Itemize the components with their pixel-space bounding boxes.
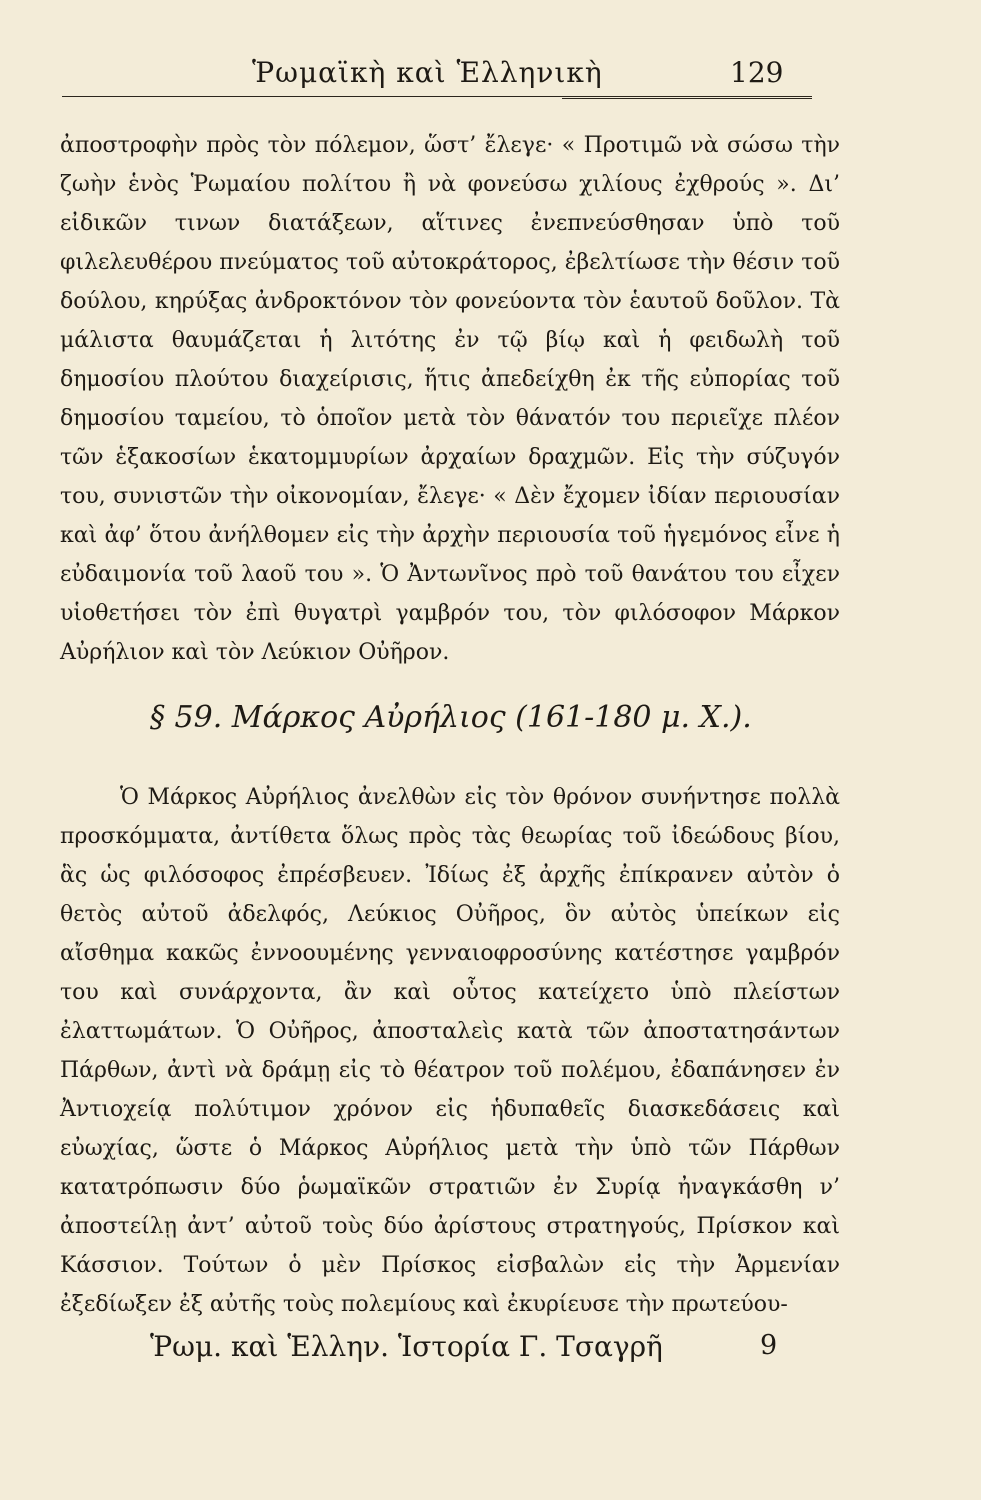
footer-sheet-number: 9 xyxy=(760,1330,778,1361)
header-rule xyxy=(62,96,812,97)
page-number: 129 xyxy=(730,56,784,89)
running-title: Ῥωμαϊκὴ καὶ Ἑλληνικὴ xyxy=(252,56,603,89)
running-head xyxy=(62,52,812,102)
paragraph-2: Ὁ Μάρκος Αὐρήλιος ἀνελθὼν εἰς τὸν θρόνον συνήντησε πολλὰ προσκόμματα, ἀντίθετα ὅλως πρὸς τὰς θεωρίας τοῦ ἰδεώδους βίου, ἃς ὡς φιλόσοφος ἐπρέσβευεν. Ἰδίως ἐξ ἀρχῆς ἐπίκρανεν αὐτὸν ὁ θετὸς αὐτοῦ ἀδελφός, Λεύκιος Οὐῆρος, ὃν αὐτὸς ὑπείκων εἰς αἴσθημα κακῶς ἐννοουμένης γενναιοφροσύνης κατέστησε γαμβρόν του καὶ συνάρχοντα, ἂν καὶ οὗτος κατείχετο ὑπὸ πλείστων ἐλαττωμάτων. Ὁ Οὐῆρος, ἀποσταλεὶς κατὰ τῶν ἀποστατησάντων Πάρθων, ἀντὶ νὰ δράμῃ εἰς τὸ θέατρον τοῦ πολέμου, ἐδαπάνησεν ἐν Ἀντιοχείᾳ πολύτιμον χρόνον εἰς ἡδυπαθεῖς διασκεδάσεις καὶ εὐωχίας, ὥστε ὁ Μάρκος Αὐρήλιος μετὰ τὴν ὑπὸ τῶν Πάρθων κατατρόπωσιν δύο ῥωμαϊκῶν στρατιῶν ἐν Συρίᾳ ἠναγκάσθη ν’ ἀποστείλῃ ἀντ’ αὐτοῦ τοὺς δύο ἀρίστους στρατηγούς, Πρίσκον καὶ Κάσσιον. Τούτων ὁ μὲν Πρίσκος εἰσβαλὼν εἰς τὴν Ἀρμενίαν ἐξεδίωξεν ἐξ αὐτῆς τοὺς πολεμίους καὶ ἐκυρίευσε τὴν πρωτεύου- xyxy=(60,785,840,1317)
footer xyxy=(150,1330,810,1363)
section-heading: § 59. Μάρκος Αὐρήλιος (161-180 μ. Χ.). xyxy=(150,700,752,735)
paragraph-1: ἀποστροφὴν πρὸς τὸν πόλεμον, ὥστ’ ἔλεγε· « Προτιμῶ νὰ σώσω τὴν ζωὴν ἑνὸς Ῥωμαίου πολίτου ἢ νὰ φονεύσω χιλίους ἐχθρούς ». Δι’ εἰδικῶν τινων διατάξεων, αἵτινες ἐνεπνεύσθησαν ὑπὸ τοῦ φιλελευθέρου πνεύματος τοῦ αὐτοκράτορος, ἐβελτίωσε τὴν θέσιν τοῦ δούλου, κηρύξας ἀνδροκτόνον τὸν φονεύοντα τὸν ἑαυτοῦ δοῦλον. Τὰ μάλιστα θαυμάζεται ἡ λιτότης ἐν τῷ βίῳ καὶ ἡ φειδωλὴ τοῦ δημοσίου πλούτου διαχείρισις, ἥτις ἀπεδείχθη ἐκ τῆς εὐπορίας τοῦ δημοσίου ταμείου, τὸ ὁποῖον μετὰ τὸν θάνατόν του περιεῖχε πλέον τῶν ἑξακοσίων ἑκατομμυρίων ἀρχαίων δραχμῶν. Εἰς τὴν σύζυγόν του, συνιστῶν τὴν οἰκονομίαν, ἔλεγε· « Δὲν ἔχομεν ἰδίαν περιουσίαν καὶ ἀφ’ ὅτου ἀνήλθομεν εἰς τὴν ἀρχὴν περιουσία τοῦ ἡγεμόνος εἶνε ἡ εὐδαιμονία τοῦ λαοῦ του ». Ὁ Ἀντωνῖνος πρὸ τοῦ θανάτου του εἶχεν υἱοθετήσει τὸν ἐπὶ θυγατρὶ γαμβρόν του, τὸν φιλόσοφον Μάρκον Αὐρήλιον καὶ τὸν Λεύκιον Οὐῆρον. xyxy=(60,133,840,665)
footer-signature: Ῥωμ. καὶ Ἑλλην. Ἱστορία Γ. Τσαγρῆ xyxy=(150,1330,663,1363)
header-rule-secondary xyxy=(562,98,812,99)
